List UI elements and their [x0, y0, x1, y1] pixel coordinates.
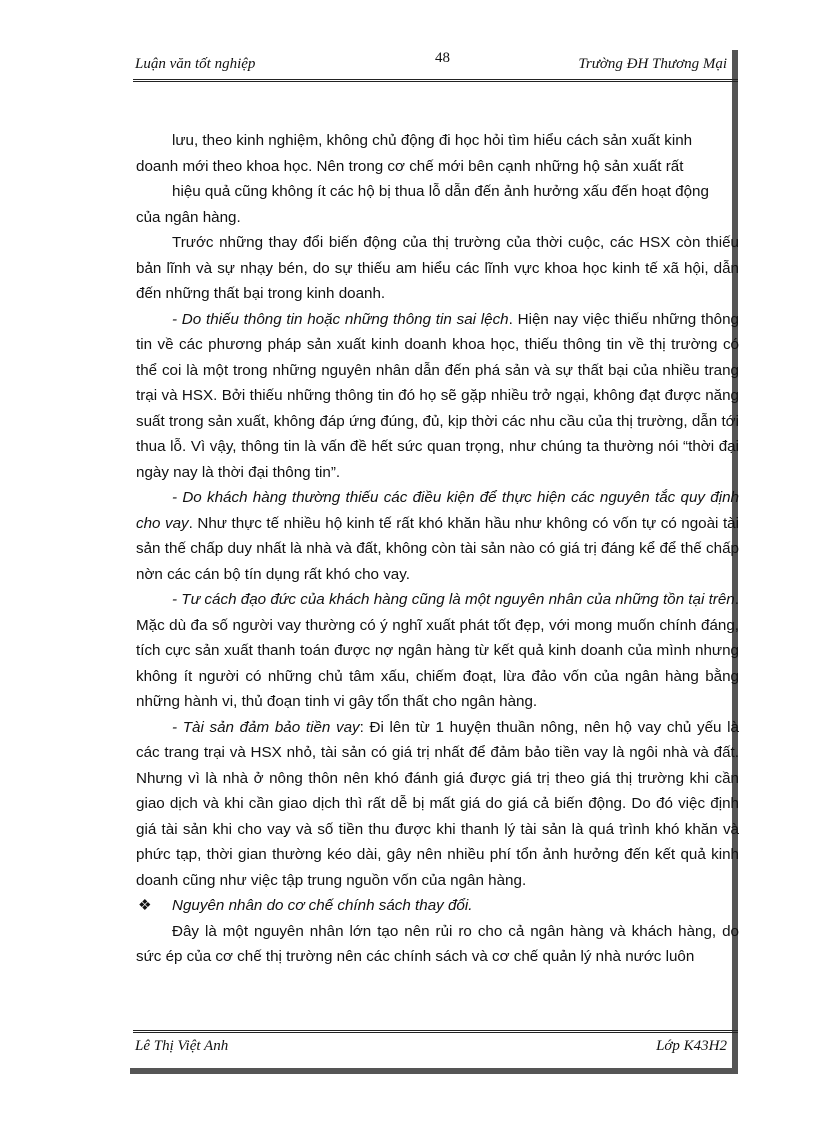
paragraph-4-emphasis: - Do khách hàng thường thiếu các điều kiện để thực hiện các nguyên tắc quy định cho vay	[136, 489, 739, 532]
paragraph-6-text: : Đi lên từ 1 huyện thuần nông, nên hộ vay chủ yếu là các trang trại và HSX nhỏ, tài sản có giá trị nhất để đảm bảo tiền vay là ngôi nhà và đất. Nhưng vì là nhà ở nông thôn nên khó đánh giá được giá trị theo giá thị trường khi cần giao dịch và khi cần giao dịch thì rất dễ bị mất giá do giá cả biến động. Do đó việc định giá tài sản khi cho vay và số tiền thu được khi thanh lý tài sản là quá trình khó khăn và phức tạp, thời gian thường kéo dài, gây nên nhiều phí tổn ảnh hưởng đến kết quả kinh doanh cũng như việc tập trung nguồn vốn của ngân hàng.	[136, 718, 739, 889]
paragraph-6	[136, 715, 739, 894]
footer-class: Lớp K43H2	[656, 1038, 727, 1054]
paragraph-6-emphasis: - Tài sản đảm bảo tiền vay	[172, 718, 360, 736]
footer-author: Lê Thị Việt Anh	[135, 1038, 229, 1054]
paragraph-4	[136, 485, 739, 587]
page-number: 48	[435, 50, 450, 66]
paragraph-5	[136, 587, 739, 715]
paragraph-1-line-4: của ngân hàng.	[136, 208, 241, 226]
paragraph-1-line-1: lưu, theo kinh nghiệm, không chủ động đi học hỏi tìm hiểu cách sản xuất kinh	[172, 132, 693, 149]
paragraph-5-text: . Mặc dù đa số người vay thường có ý nghĩ xuất phát tốt đẹp, với mong muốn chính đáng, tích cực sản xuất thanh toán được nợ ngân hàng từ kết quả kinh doanh của mình nhưng không ít người có những chủ tâm xấu, chiếm đoạt, lừa đảo vốn của ngân hàng bằng những hành vi, thủ đoạn tinh vi gây tổn thất cho ngân hàng.	[136, 591, 739, 710]
paragraph-1-line-3: hiệu quả cũng không ít các hộ bị thua lỗ dẫn đến ảnh hưởng xấu đến hoạt động	[172, 183, 709, 200]
paragraph-3-emphasis: - Do thiếu thông tin hoặc những thông tin sai lệch	[172, 310, 509, 328]
paragraph-7: Đây là một nguyên nhân lớn tạo nên rủi ro cho cả ngân hàng và khách hàng, do sức ép của cơ chế thị trường nên các chính sách và cơ chế quản lý nhà nước luôn	[136, 922, 739, 965]
section-heading	[136, 893, 739, 919]
paragraph-3	[136, 307, 739, 486]
paragraph-4-text: . Như thực tế nhiều hộ kinh tế rất khó khăn hầu như không có vốn tự có ngoài tài sản thế chấp duy nhất là nhà và đất, không còn tài sản nào có giá trị đáng kể để thế chấp nờn các cán bộ tín dụng rất khó cho vay.	[136, 514, 739, 583]
header-rule	[133, 79, 738, 82]
diamond-bullet-icon: ❖	[138, 897, 152, 914]
footer-rule	[133, 1030, 738, 1033]
paragraph-3-text: . Hiện nay việc thiếu những thông tin về các phương pháp sản xuất kinh doanh khoa học, thiếu thông tin về thị trường có thể coi là một trong những nguyên nhân dẫn đến phá sản và sự thất bại của nhiều trang trại và HSX. Bởi thiếu những thông tin đó họ sẽ gặp nhiều trở ngại, không đạt được năng suất trong sản xuất, không đáp ứng đúng, đủ, kịp thời các nhu cầu của thị trường, dẫn tới thua lỗ. Vì vậy, thông tin là vấn đề hết sức quan trọng, như chúng ta thường nói “thời đại ngày nay là thời đại thông tin”.	[136, 310, 739, 481]
paragraph-1-line-2: doanh mới theo khoa học. Nên trong cơ chế mới bên cạnh những hộ sản xuất rất	[136, 157, 684, 175]
paragraph-2: Trước những thay đổi biến động của thị trường của thời cuộc, các HSX còn thiếu bản lĩnh và sự nhạy bén, do sự thiếu am hiểu các lĩnh vực khoa học kinh tế xã hội, dẫn đến những thất bại trong kinh doanh.	[136, 234, 739, 302]
paragraph-5-emphasis: - Tư cách đạo đức của khách hàng cũng là một nguyên nhân của những tồn tại trên	[172, 591, 735, 608]
section-heading-text: Nguyên nhân do cơ chế chính sách thay đổi.	[172, 897, 473, 914]
page-header	[135, 46, 735, 82]
page-body	[136, 128, 739, 970]
page-footer	[135, 1038, 735, 1062]
header-university: Trường ĐH Thương Mại	[578, 56, 727, 72]
header-thesis-title: Luận văn tốt nghiệp	[135, 56, 256, 72]
